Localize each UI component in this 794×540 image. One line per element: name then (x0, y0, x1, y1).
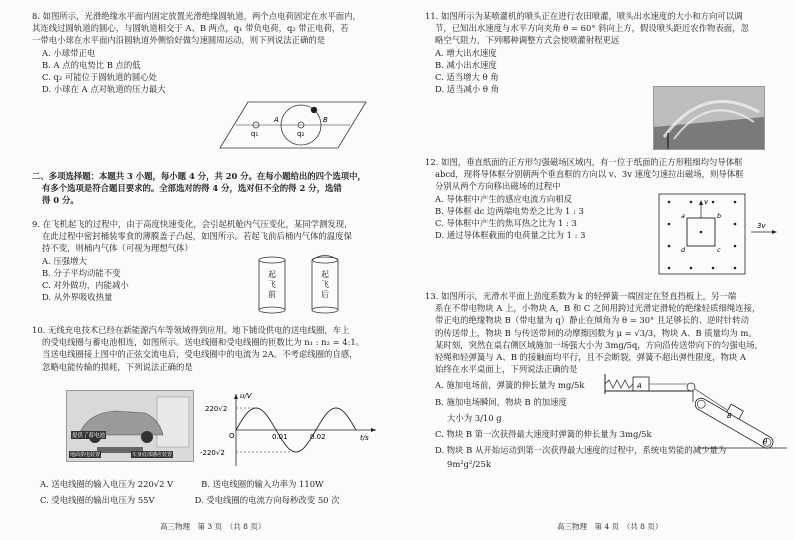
q9-option-d: D. 从外界吸收热量 (42, 292, 113, 303)
q8-label-b: B (323, 116, 328, 124)
q13-option-d: D. 物块 B 从开始运动到第一次获得最大速度的过程中，系统电势能的减少量为 (435, 445, 727, 456)
q13-label-a: A (637, 382, 642, 390)
q12-label-v: v (704, 198, 709, 206)
field-dot (668, 267, 671, 270)
q10-option-d: D. 受电线圈的电流方向每秒改变 50 次 (194, 495, 340, 506)
q11-line: 11. 如图所示为某喷灌机的喷头正在进行农田喷灌，喷头出水速度的大小和方向可以调 (425, 11, 743, 21)
q10-option-a: A. 送电线圈的输入电压为 220√2 V (40, 479, 174, 489)
right-page-footer: 高三物理 第 4 页 （共 8 页） (557, 522, 663, 531)
q10-line: 的受电线圈与蓄电池相连，如图所示。送电线圈和受电线圈的匝数比为 n₁ : n₂ = 4:1。 (42, 337, 365, 348)
field-dot (668, 245, 671, 248)
section-2-header (32, 170, 366, 207)
q11-line: 节，已知出水速度与水平方向夹角 θ = 60° 斜向上方，假设喷头距近农作物表面，忽 (435, 23, 749, 34)
q11-option-a: A. 增大出水速度 (435, 47, 497, 58)
q13-label-b: B (727, 412, 732, 420)
q9-can-before-label: 起飞前 (268, 270, 276, 299)
q9-option-a: A. 压强增大 (42, 255, 87, 266)
q10-graph-t2: 0.02 (310, 433, 326, 441)
q13-label-theta: θ (763, 438, 768, 446)
q11-irrigation-photo (653, 86, 765, 150)
left-page-footer: 高三物理 第 3 页 （共 8 页） (160, 522, 266, 531)
q8-label-q2: q₂ (297, 130, 305, 138)
question-10 (32, 324, 364, 373)
q12-line: 12. 如图，垂直纸面的正方形匀强磁场区域内，有一位于纸面的正方形粗细均匀导体框 (425, 157, 743, 167)
q10-photo-label-ground: 地面供电装置 (70, 452, 101, 458)
field-dot (690, 267, 693, 270)
field-dot (668, 223, 671, 226)
q12-label-c: c (717, 246, 721, 254)
q10-options-row (40, 494, 340, 506)
q13-option-c: C. 物块 B 第一次获得最大速度时弹簧的伸长量为 3mg/5k (435, 429, 652, 440)
q13-option-b-cont: 大小为 3/10 g (447, 412, 502, 423)
q8-line: 一带电小球在水平面内沿圆轨道外侧恰好做匀速圆周运动，则下列说法正确的是 (32, 35, 326, 46)
q8-option-c: C. q₂ 可能位于圆轨道的圆心处 (42, 72, 157, 83)
q12-figure (651, 188, 783, 278)
q12-option-a: A. 导体框中产生的感应电流方向相反 (435, 193, 572, 204)
q13-option-b: B. 施加电场瞬间，物块 B 的加速度 (435, 396, 567, 407)
q12-label-a: a (681, 212, 685, 220)
q10-options-row (40, 478, 340, 490)
field-dot (734, 267, 737, 270)
section-2-line: 有多个选项是符合题目要求的。全部选对的得 4 分，选对但不全的得 2 分，选错 (42, 183, 342, 194)
q8-label-a: A (274, 116, 279, 124)
q11-line: 略空气阻力，下列哪种调整方式会使喷灌射程更远 (435, 35, 620, 46)
q11-option-b: B. 减小出水速度 (435, 59, 497, 70)
q13-line: 系在不带电物块 A 上，小物块 A，B 和 C 之间用跨过光滑定滑轮的绝缘轻质细绳连接， (435, 303, 761, 314)
q8-option-b: B. A 点的电势比 B 点的低 (42, 59, 141, 70)
question-11 (425, 10, 749, 95)
field-dot (712, 201, 715, 204)
q12-option-d: D. 通过导体框截面的电荷量之比为 1 : 3 (435, 230, 586, 241)
q10-car-photo (66, 390, 194, 462)
q10-option-c: C. 受电线圈的输出电压为 55V (40, 495, 155, 506)
q10-line: 忽略电能传输的损耗，下列说法正确的是 (42, 361, 193, 372)
q10-graph-ylabel: u/V (240, 392, 252, 400)
q12-label-b: b (717, 212, 722, 220)
q12-option-c: C. 导体框中产生的焦耳热之比为 1 : 3 (435, 218, 577, 229)
q11-option-c: C. 适当增大 θ 角 (435, 72, 499, 83)
q10-graph-xlabel: t/s (360, 434, 369, 442)
q10-voltage-graph (200, 390, 380, 468)
field-dot (734, 245, 737, 248)
q12-line: abcd，现将导体框分别朝两个垂直框的方向以 v、3v 速度匀速拉出磁场，则导体框 (435, 169, 744, 180)
q13-line: 轻绳和轻弹簧与 A、B 的接触面均平行，且不会断裂，弹簧不超出弹性限度，物块 A (435, 352, 746, 363)
q9-option-b: B. 分子平均动能不变 (42, 267, 121, 278)
section-2-line: 二、多项选择题：本题共 3 小题，每小题 4 分，共 20 分。在每小题给出的四个选项中， (32, 171, 366, 181)
q8-figure (218, 96, 368, 152)
field-dot (734, 223, 737, 226)
q11-option-d: D. 适当减小 θ 角 (435, 84, 499, 95)
q13-line: 始终在水平桌面上，下列说法正确的是 (435, 364, 578, 375)
q9-can-after-label: 起飞后 (321, 270, 329, 299)
q12-option-b: B. 导体框 dc 边两端电势差之比为 1 : 3 (435, 205, 584, 216)
q13-figure (603, 372, 789, 454)
q9-line: 9. 在飞机起飞的过程中，由于高度快速变化，会引起机舱内气压变化，某同学测发现， (32, 219, 353, 229)
q8-option-a: A. 小球带正电 (42, 47, 96, 58)
q13-line: 带正电的绝缘物块 B（带电量为 q）静止在倾角为 θ = 30° 且足够长的、逆时针转动 (435, 315, 750, 326)
field-dot (690, 201, 693, 204)
q12-line: 分别从两个方向移出磁场的过程中 (435, 181, 561, 192)
q13-line: 13. 如图所示，光滑水平面上劲度系数为 k 的轻弹簧一端固定在竖直挡板上，另一端 (425, 291, 737, 301)
q10-graph-origin: O (229, 432, 235, 440)
q13-option-d-cont: 9m²g²/25k (447, 459, 491, 470)
q8-option-d: D. 小球在 A 点对轨道的压力最大 (42, 84, 166, 95)
section-2-line: 得 0 分。 (42, 195, 79, 206)
q8-line: 其连线过圆轨道的圆心，与圆轨道相交于 A、B 两点，q₁ 带负电荷，q₂ 带正电荷，若 (32, 23, 349, 34)
q10-line: 当送电线圈接上图中的正弦交流电后，受电线圈中的电流为 2A。不考虑线圈的自感， (42, 349, 358, 360)
q9-figure (244, 254, 364, 316)
q8-label-q1: q₁ (251, 130, 259, 138)
q9-line: 持不变，则桶内气体（可视为理想气体） (42, 243, 193, 254)
q10-line: 10. 无线充电技术已经在新能源汽车等领域得到应用。地下铺设供电的送电线圈，车上 (32, 325, 350, 335)
q8-line: 8. 如图所示，光滑绝缘水平面内固定放置光滑绝缘圆轨道，两个点电荷固定在水平面内， (32, 11, 361, 21)
q10-photo-label-battery: 提供了蓄电池 (72, 433, 106, 439)
field-dot (668, 201, 671, 204)
q13-line: 某时刻，突然在桌右侧区域施加一场强大小为 3mg/5q，方向沿传送带向下的匀强电场， (435, 339, 763, 350)
question-8 (32, 10, 361, 95)
q10-photo-label-car: 车身底部感应装置 (132, 452, 173, 458)
q10-option-b: B. 送电线圈的输入功率为 110W (201, 479, 324, 489)
q9-option-c: C. 对外做功，内能减小 (42, 280, 129, 291)
field-dot (734, 201, 737, 204)
q12-label-d: d (681, 246, 686, 254)
q9-line: 在此过程中密封桶装零食的薄膜盖子凸起，如图所示。若起飞前后桶内气体的温度保 (42, 231, 352, 242)
q10-graph-ymin: -220√2 (200, 449, 225, 457)
q10-graph-ymax: 220√2 (205, 405, 228, 413)
right-page (397, 0, 794, 540)
q13-line: 的传送带上，物块 B 与传送带间的动摩擦因数为 μ = √3/3，物块 A、B 质量均为 m。 (435, 327, 757, 338)
field-dot (712, 267, 715, 270)
q12-label-3v: 3v (757, 222, 766, 230)
q10-options (40, 478, 340, 506)
q10-graph-t1: 0.01 (272, 433, 288, 441)
q13-option-a: A. 施加电场前，弹簧的伸长量为 mg/5k (435, 380, 585, 391)
